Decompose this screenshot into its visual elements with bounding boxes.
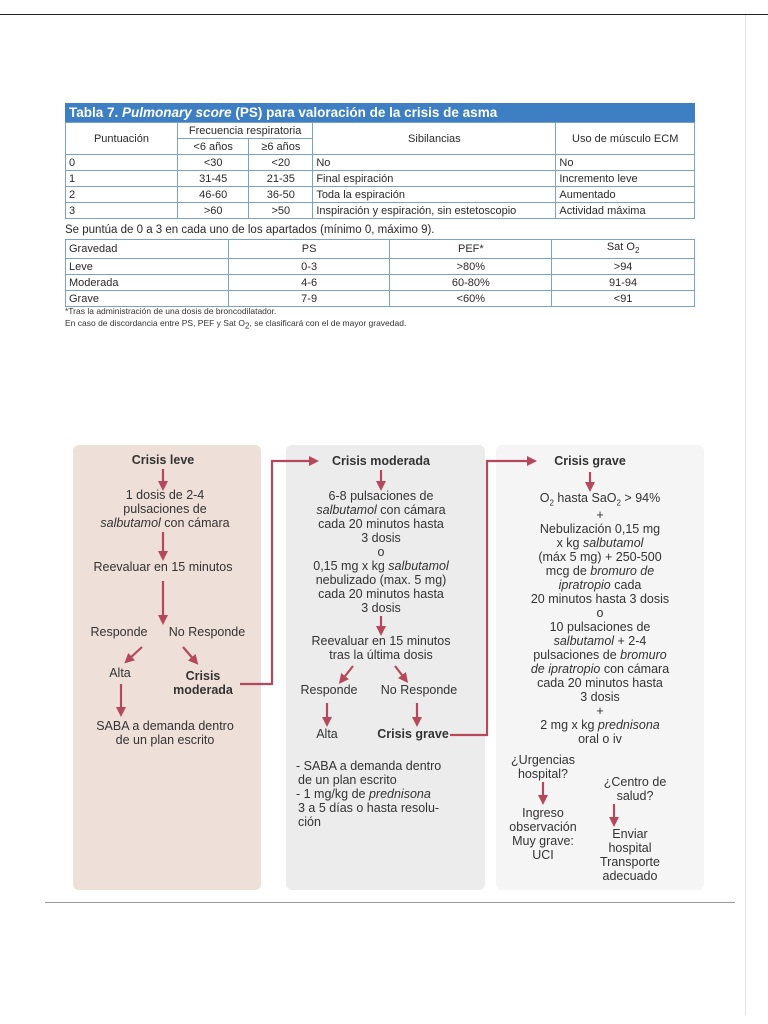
cell-ecm: Aumentado bbox=[556, 187, 695, 203]
moderate-treatment: 6-8 pulsaciones de salbutamol con cámara cada 20 minutos hasta 3 dosis o 0,15 mg x kg salbutamol nebulizado (max. 5 mg) cada 20 minutos hasta 3 dosis bbox=[313, 489, 449, 615]
cell-score: 2 bbox=[66, 187, 178, 203]
cell-over6: 36-50 bbox=[249, 187, 313, 203]
cell-under6: 31-45 bbox=[177, 171, 248, 187]
cell-ps: 0-3 bbox=[228, 259, 390, 275]
scoring-note: Se puntúa de 0 a 3 en cada uno de los apartados (mínimo 0, máximo 9). bbox=[65, 224, 435, 236]
cell-wheezing: Inspiración y espiración, sin estetoscopio bbox=[313, 203, 556, 219]
header-severity: Gravedad bbox=[66, 240, 229, 259]
header-over6: ≥6 años bbox=[249, 139, 313, 155]
header-resp-rate: Frecuencia respiratoria bbox=[177, 123, 312, 139]
moderate-discharge: Alta bbox=[316, 727, 338, 741]
cell-under6: 46-60 bbox=[177, 187, 248, 203]
header-pef: PEF* bbox=[390, 240, 552, 259]
moderate-after: - SABA a demanda dentro de un plan escrito - 1 mg/kg de prednisona 3 a 5 días o hasta resolu- ción bbox=[296, 759, 442, 829]
page-divider bbox=[45, 902, 735, 903]
moderate-no-response: No Responde bbox=[380, 683, 458, 697]
header-under6: <6 años bbox=[177, 139, 248, 155]
cell-severity: Grave bbox=[66, 291, 229, 307]
mild-discharge: Alta bbox=[109, 666, 131, 680]
severe-nebulization: + Nebulización 0,15 mg x kg salbutamol (máx 5 mg) + 250-500 mcg de bromuro de ipratropio cada 20 minutos hasta 3 dosis o 10 pulsaciones de salbutamol + 2-4 pulsaciones de bromuro de ipratropio con cámara cada 20 minutos hasta 3 dosis + 2 mg x kg prednisona oral o iv bbox=[530, 508, 670, 746]
cell-ecm: No bbox=[556, 155, 695, 171]
arrow-diagonal bbox=[128, 647, 142, 660]
cell-ps: 7-9 bbox=[228, 291, 390, 307]
arrow-diagonal bbox=[183, 647, 195, 661]
arrow-diagonal bbox=[342, 666, 353, 680]
cell-wheezing: Final espiración bbox=[313, 171, 556, 187]
arrow-diagonal bbox=[395, 666, 405, 679]
mild-responds: Responde bbox=[90, 625, 148, 639]
moderate-title: Crisis moderada bbox=[332, 454, 430, 468]
cell-sat: <91 bbox=[552, 291, 695, 307]
table1-caption: Tabla 7. Pulmonary score (PS) para valoración de la crisis de asma bbox=[65, 103, 695, 122]
cell-sat: >94 bbox=[552, 259, 695, 275]
moderate-to-severe: Crisis grave bbox=[377, 727, 449, 741]
cell-wheezing: No bbox=[313, 155, 556, 171]
mild-reassess: Reevaluar en 15 minutos bbox=[93, 560, 233, 574]
mild-to-moderate: Crisis moderada bbox=[173, 669, 233, 697]
footnote-bronchodilator: *Tras la administración de una dosis de broncodilatador. bbox=[65, 306, 277, 316]
cell-severity: Moderada bbox=[66, 275, 229, 291]
mild-saba: SABA a demanda dentro de un plan escrito bbox=[96, 719, 234, 747]
severe-center-question: ¿Centro de salud? bbox=[603, 775, 667, 803]
cell-score: 3 bbox=[66, 203, 178, 219]
cell-severity: Leve bbox=[66, 259, 229, 275]
mild-title: Crisis leve bbox=[131, 453, 195, 467]
cell-over6: >50 bbox=[249, 203, 313, 219]
severe-oxygen: $O_2$ hasta SaO$_2$ > 94% bbox=[539, 491, 661, 508]
severe-title: Crisis grave bbox=[554, 454, 626, 468]
header-sat: Sat $O_2$ bbox=[552, 240, 695, 259]
cell-ecm: Actividad máxima bbox=[556, 203, 695, 219]
cell-under6: >60 bbox=[177, 203, 248, 219]
cell-pef: >80% bbox=[390, 259, 552, 275]
header-wheezing: Sibilancias bbox=[313, 123, 556, 155]
cell-sat: 91-94 bbox=[552, 275, 695, 291]
header-score: Puntuación bbox=[66, 123, 178, 155]
cell-under6: <30 bbox=[177, 155, 248, 171]
cell-ecm: Incremento leve bbox=[556, 171, 695, 187]
footnote-discordance: En caso de discordancia entre PS, PEF y Sat $O_2$, se clasificará con el de mayor gravedad. bbox=[65, 318, 407, 331]
cell-pef: 60-80% bbox=[390, 275, 552, 291]
cell-score: 1 bbox=[66, 171, 178, 187]
cell-wheezing: Toda la espiración bbox=[313, 187, 556, 203]
cell-over6: 21-35 bbox=[249, 171, 313, 187]
cell-score: 0 bbox=[66, 155, 178, 171]
cell-over6: <20 bbox=[249, 155, 313, 171]
cell-pef: <60% bbox=[390, 291, 552, 307]
severe-admission: Ingreso observación Muy grave: UCI bbox=[509, 806, 577, 862]
severe-transfer: Enviar hospital Transporte adecuado bbox=[600, 827, 660, 883]
header-ecm: Uso de músculo ECM bbox=[556, 123, 695, 155]
severe-er-question: ¿Urgencias hospital? bbox=[511, 753, 575, 781]
moderate-responds: Responde bbox=[300, 683, 358, 697]
mild-no-response: No Responde bbox=[168, 625, 246, 639]
header-ps: PS bbox=[228, 240, 390, 259]
mild-dose: 1 dosis de 2-4 pulsaciones de salbutamol con cámara bbox=[100, 488, 230, 530]
moderate-reassess: Reevaluar en 15 minutos tras la última dosis bbox=[311, 634, 451, 662]
cell-ps: 4-6 bbox=[228, 275, 390, 291]
